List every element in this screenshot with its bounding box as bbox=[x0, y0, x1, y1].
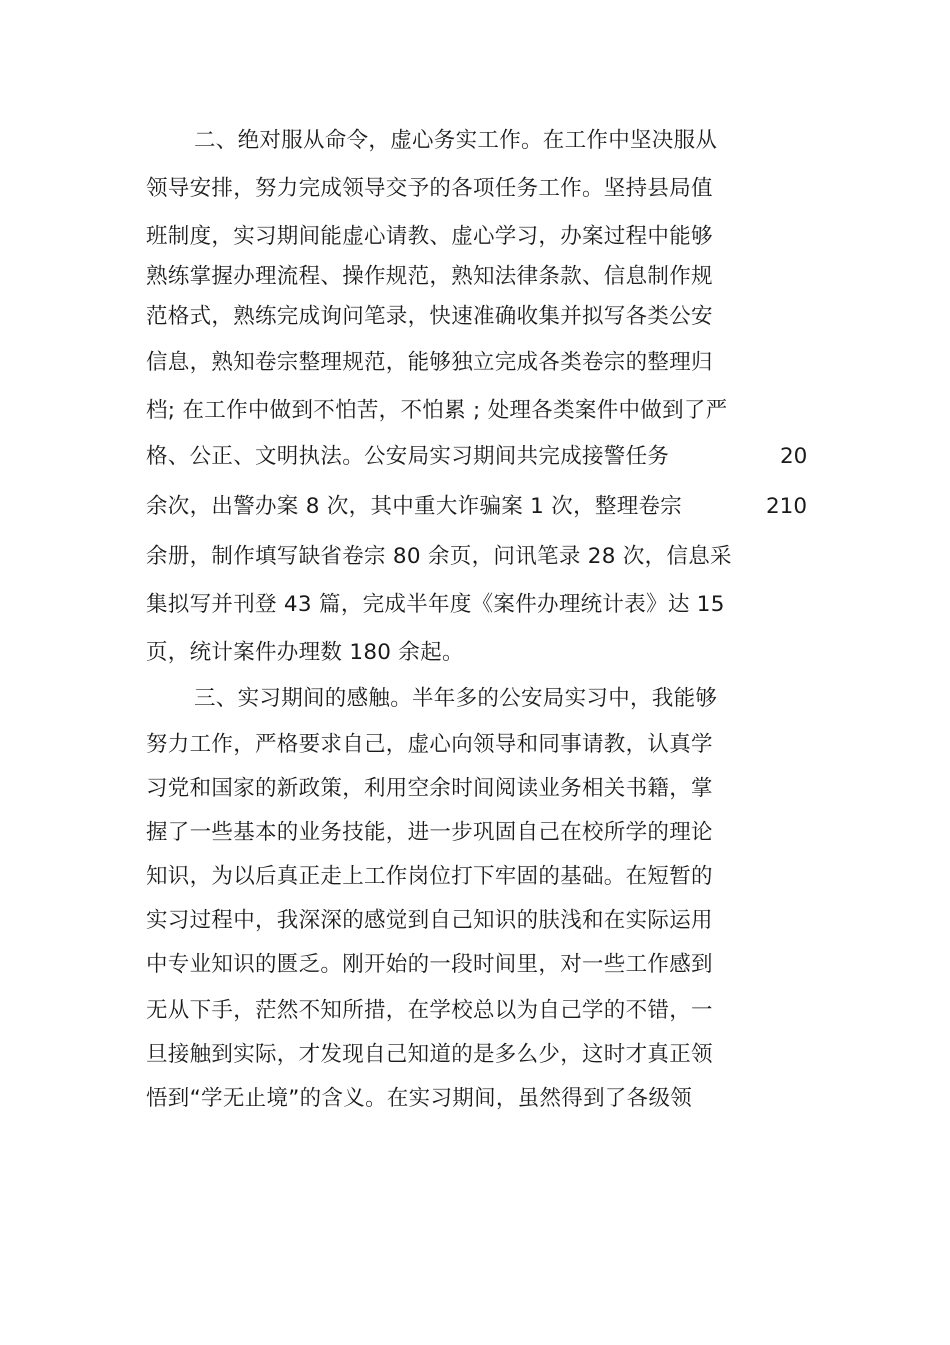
paragraph-3-line-10: 悟到“学无止境”的含义。在实习期间，虽然得到了各级领 bbox=[146, 1086, 693, 1111]
paragraph-2-line-2: 领导安排，努力完成领导交予的各项任务工作。坚持县局值 bbox=[146, 176, 713, 201]
paragraph-2-line-5: 范格式，熟练完成询问笔录，快速准确收集并拟写各类公安 bbox=[146, 304, 713, 329]
paragraph-2-line-10: 余册，制作填写缺省卷宗 80 余页，问讯笔录 28 次，信息采 bbox=[146, 544, 732, 569]
paragraph-3-line-3: 习党和国家的新政策，利用空余时间阅读业务相关书籍，掌 bbox=[146, 776, 713, 801]
paragraph-3-line-8: 无从下手，茫然不知所措，在学校总以为自己学的不错，一 bbox=[146, 998, 713, 1023]
paragraph-3-line-1: 三、实习期间的感触。半年多的公安局实习中，我能够 bbox=[194, 686, 718, 711]
paragraph-2-line-4: 熟练掌握办理流程、操作规范，熟知法律条款、信息制作规 bbox=[146, 264, 713, 289]
paragraph-2-line-12: 页，统计案件办理数 180 余起。 bbox=[146, 640, 464, 665]
paragraph-2-line-11: 集拟写并刊登 43 篇，完成半年度《案件办理统计表》达 15 bbox=[146, 592, 725, 617]
paragraph-3-line-4: 握了一些基本的业务技能，进一步巩固自己在校所学的理论 bbox=[146, 820, 713, 845]
paragraph-2-line-3: 班制度，实习期间能虚心请教、虚心学习，办案过程中能够 bbox=[146, 224, 713, 249]
paragraph-3-line-2: 努力工作，严格要求自己，虚心向领导和同事请教，认真学 bbox=[146, 732, 713, 757]
paragraph-2-line-1: 二、绝对服从命令，虚心务实工作。在工作中坚决服从 bbox=[194, 128, 718, 153]
paragraph-2-line-8: 格、公正、文明执法。公安局实习期间共完成接警任务 bbox=[146, 444, 670, 469]
paragraph-3-line-6: 实习过程中，我深深的感觉到自己知识的肤浅和在实际运用 bbox=[146, 908, 713, 933]
paragraph-2-line-9: 余次，出警办案 8 次，其中重大诈骗案 1 次，整理卷宗 bbox=[146, 494, 683, 519]
paragraph-3-line-7: 中专业知识的匮乏。刚开始的一段时间里，对一些工作感到 bbox=[146, 952, 713, 977]
paragraph-2-line-9-number: 210 bbox=[766, 494, 808, 519]
paragraph-2-line-7: 档; 在工作中做到不怕苦，不怕累 ; 处理各类案件中做到了严 bbox=[146, 398, 728, 423]
paragraph-2-line-6: 信息，熟知卷宗整理规范，能够独立完成各类卷宗的整理归 bbox=[146, 350, 713, 375]
paragraph-2-line-8-number: 20 bbox=[780, 444, 808, 469]
paragraph-3-line-9: 旦接触到实际，才发现自己知道的是多么少，这时才真正领 bbox=[146, 1042, 713, 1067]
paragraph-3-line-5: 知识，为以后真正走上工作岗位打下牢固的基础。在短暂的 bbox=[146, 864, 713, 889]
